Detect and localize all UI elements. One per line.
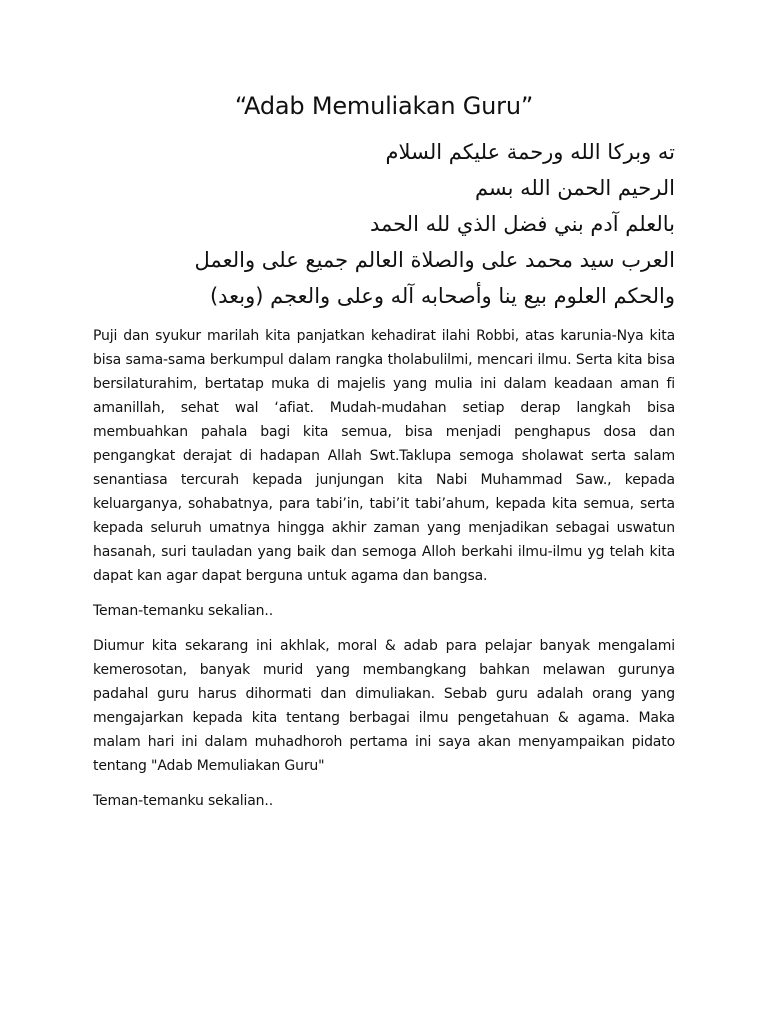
body-paragraph: Diumur kita sekarang ini akhlak, moral & adab para pelajar banyak mengalami kemerosotan, banyak murid yang membangkang bahkan melawan gurunya padahal guru harus dihormati dan dimuliakan. Sebab guru adalah orang yang mengajarkan kepada kita tentang berbagai ilmu pengetahuan & agama. Maka malam hari ini dalam muhadhoroh pertama ini saya akan menyampaikan pidato tentang "Adab Memuliakan Guru" bbox=[93, 638, 675, 774]
arabic-line-3: بالعلم آدم بني فضل الذي لله الحمد bbox=[369, 212, 675, 236]
opening-paragraph: Puji dan syukur marilah kita panjatkan kehadirat ilahi Robbi, atas karunia-Nya kita bisa sama-sama berkumpul dalam rangka tholabulilmi, mencari ilmu. Serta kita bisa bersilaturahim, bertatap muka di majelis yang mulia ini dalam keadaan aman fi amanillah, sehat wal ‘afiat. Mudah-mudahan setiap derap langkah bisa membuahkan pahala bagi kita semua, bisa menjadi penghapus dosa dan pengangkat derajat di hadapan Allah Swt.Taklupa semoga sholawat serta salam senantiasa tercurah kepada junjungan kita Nabi Muhammad Saw., kepada keluarganya, sohabatnya, para tabi’in, tabi’it tabi’ahum, kepada kita semua, serta kepada seluruh umatnya hingga akhir zaman yang menjadikan sebagai uswatun hasanah, suri tauladan yang baik dan semoga Alloh berkahi ilmu-ilmu yg telah kita dapat kan agar dapat berguna untuk agama dan bangsa. bbox=[93, 328, 675, 584]
arabic-line-4: العرب سيد محمد على والصلاة العالم جميع على والعمل bbox=[194, 248, 675, 272]
arabic-line-2: الرحيم الحمن الله بسم bbox=[474, 176, 675, 200]
arabic-line-1: ته وبركا الله ورحمة عليكم السلام bbox=[385, 140, 675, 164]
greeting-line-2: Teman-temanku sekalian.. bbox=[93, 793, 273, 809]
page-title: “Adab Memuliakan Guru” bbox=[234, 92, 534, 120]
arabic-line-5: والحكم العلوم بيع ينا وأصحابه آله وعلى والعجم (وبعد) bbox=[209, 284, 675, 308]
arabic-opening bbox=[93, 134, 675, 314]
greeting-line-1: Teman-temanku sekalian.. bbox=[93, 603, 273, 619]
